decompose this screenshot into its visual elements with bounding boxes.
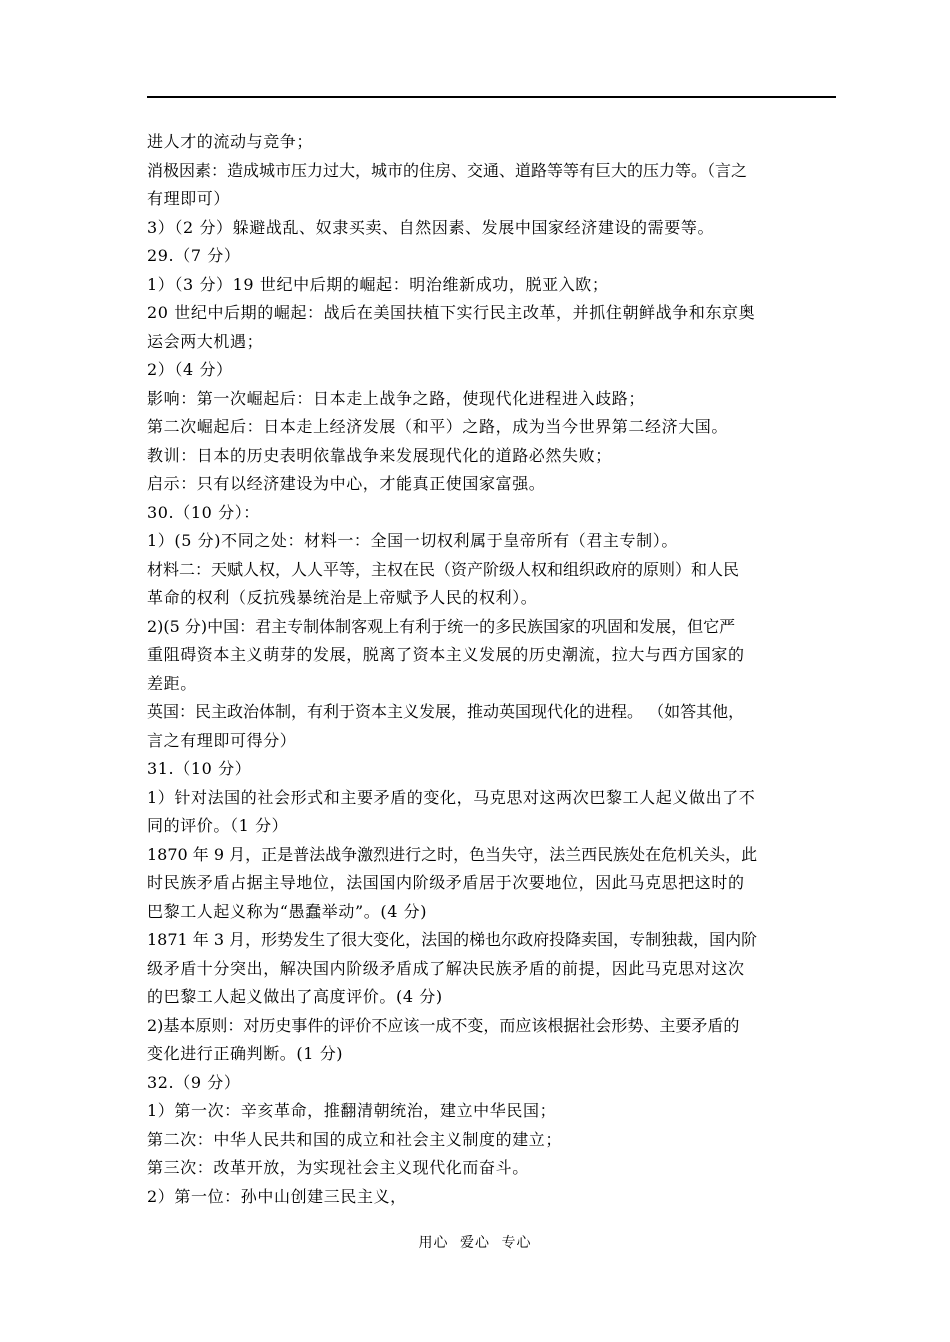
text-line: 时民族矛盾占据主导地位，法国国内阶级矛盾居于次要地位，因此马克思把这时的 <box>147 873 745 892</box>
text-line: 的巴黎工人起义做出了高度评价。(4 分) <box>147 987 443 1006</box>
text-line: 1）针对法国的社会形式和主要矛盾的变化，马克思对这两次巴黎工人起义做出了不 <box>147 787 756 807</box>
text-line: 言之有理即可得分） <box>147 730 297 750</box>
text-line: 材料二：天赋人权，人人平等，主权在民（资产阶级人权和组织政府的原则）和人民 <box>147 559 740 579</box>
text-line: 第三次：改革开放，为实现社会主义现代化而奋斗。 <box>147 1158 529 1177</box>
answer-text-body <box>147 128 836 1211</box>
text-line: 差距。 <box>147 673 197 693</box>
text-line: 重阻碍资本主义萌芽的发展，脱离了资本主义发展的历史潮流，拉大与西方国家的 <box>147 645 745 664</box>
text-line: 第二次：中华人民共和国的成立和社会主义制度的建立； <box>147 1129 563 1149</box>
header-rule <box>147 96 836 98</box>
question-heading: 32.（9 分） <box>147 1072 241 1092</box>
text-line: 1871 年 3 月，形势发生了很大变化，法国的梯也尔政府投降卖国，专制独裁，国内阶 <box>147 930 758 949</box>
text-line: 1）第一次：辛亥革命，推翻清朝统治，建立中华民国； <box>147 1101 557 1120</box>
text-line: 第二次崛起后：日本走上经济发展（和平）之路，成为当今世界第二经济大国。 <box>147 417 729 436</box>
text-line: 级矛盾十分突出，解决国内阶级矛盾成了解决民族矛盾的前提，因此马克思对这次 <box>147 958 745 978</box>
question-heading: 30.（10 分）： <box>147 502 260 522</box>
text-line: 有理即可） <box>147 189 231 208</box>
text-line: 影响：第一次崛起后：日本走上战争之路，使现代化进程进入歧路； <box>147 388 646 408</box>
text-line: 同的评价。（1 分） <box>147 816 289 835</box>
text-line: 20 世纪中后期的崛起：战后在美国扶植下实行民主改革，并抓住朝鲜战争和东京奥 <box>147 303 756 322</box>
text-line: 2)(5 分)中国：君主专制体制客观上有利于统一的多民族国家的巩固和发展，但它严 <box>147 616 736 636</box>
text-line: 启示：只有以经济建设为中心，才能真正使国家富强。 <box>147 474 546 493</box>
text-line: 巴黎工人起义称为“愚蠢举动”。(4 分) <box>147 901 428 921</box>
text-line: 3）（2 分）躲避战乱、奴隶买卖、自然因素、发展中国家经济建设的需要等。 <box>147 217 715 237</box>
page-footer: 用心 爱心 专心 <box>418 1235 532 1251</box>
text-line: 运会两大机遇； <box>147 331 264 351</box>
text-line: 2）第一位：孙中山创建三民主义， <box>147 1186 407 1206</box>
text-line: 2)基本原则：对历史事件的评价不应该一成不变，而应该根据社会形势、主要矛盾的 <box>147 1015 740 1035</box>
question-heading: 31.（10 分） <box>147 759 252 778</box>
text-line: 革命的权利（反抗残暴统治是上帝赋予人民的权利）。 <box>147 588 538 607</box>
text-line: 英国：民主政治体制，有利于资本主义发展，推动英国现代化的进程。 （如答其他， <box>147 702 745 721</box>
text-line: 变化进行正确判断。(1 分) <box>147 1044 344 1063</box>
text-line: 进人才的流动与竞争； <box>147 132 314 151</box>
text-line: 2）（4 分） <box>147 360 233 379</box>
text-line: 1）（3 分）19 世纪中后期的崛起：明治维新成功，脱亚入欧； <box>147 274 609 294</box>
text-line: 1）(5 分)不同之处：材料一：全国一切权利属于皇帝所有（君主专制）。 <box>147 531 678 550</box>
text-line: 1870 年 9 月，正是普法战争激烈进行之时，色当失守，法兰西民族处在危机关头，此 <box>147 844 758 864</box>
text-line: 消极因素：造成城市压力过大，城市的住房、交通、道路等等有巨大的压力等。（言之 <box>147 160 748 180</box>
text-line: 教训：日本的历史表明依靠战争来发展现代化的道路必然失败； <box>147 445 612 465</box>
question-heading: 29.（7 分） <box>147 246 241 265</box>
